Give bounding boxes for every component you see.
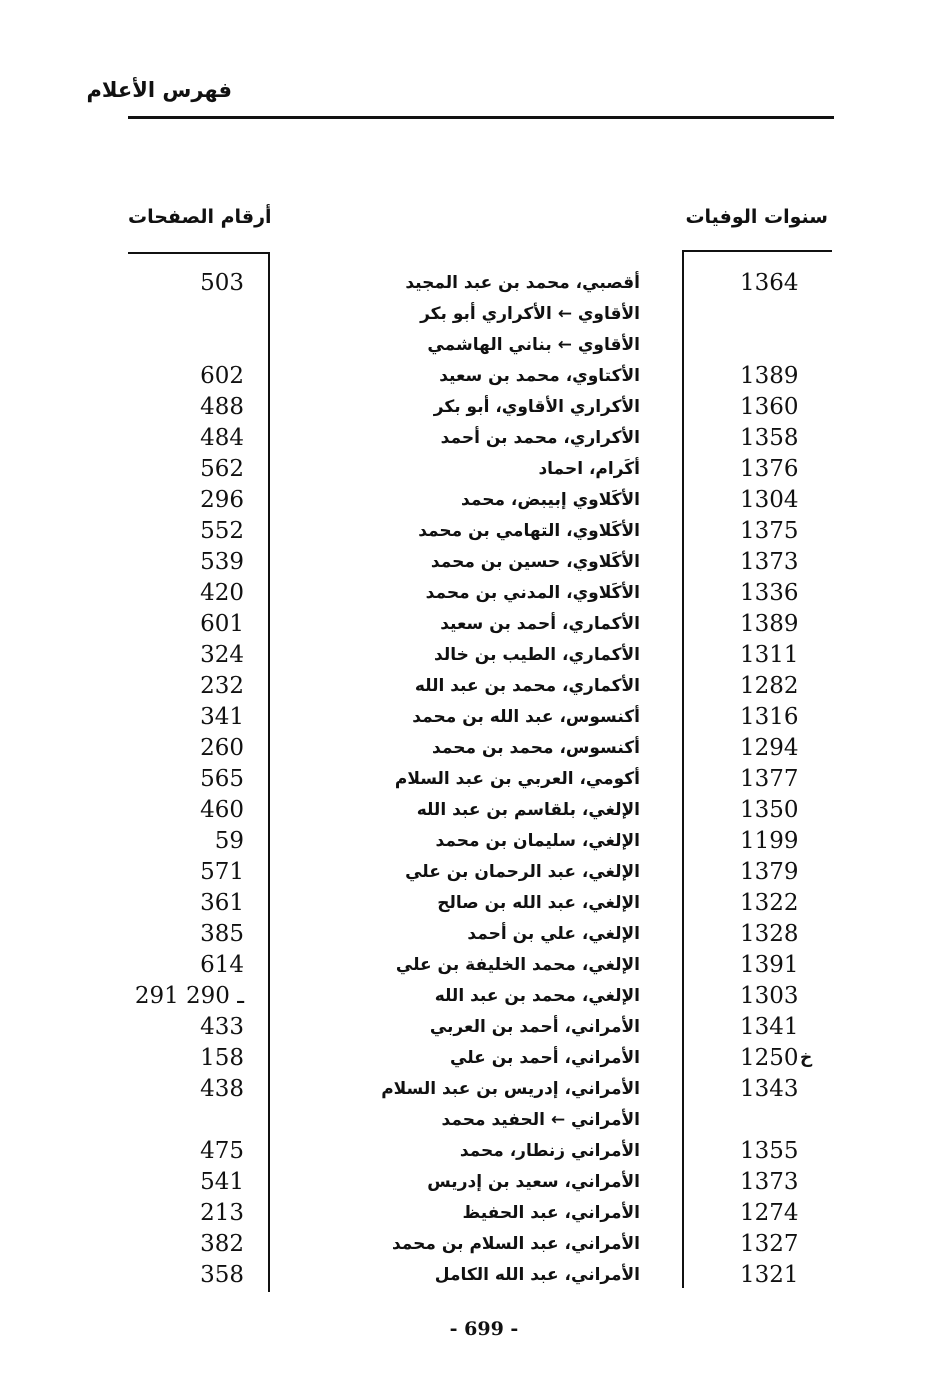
entry-pages: 460	[200, 797, 244, 823]
index-entry-row	[0, 547, 938, 578]
index-entry-row	[0, 1105, 938, 1136]
entry-pages: 488	[200, 394, 244, 420]
entry-name: الأمراني، عبد الحفيظ	[462, 1203, 640, 1223]
entry-name: الأكَلاوي، المدني بن محمد	[425, 583, 640, 603]
entry-name: الإلغي، عبد الرحمان بن علي	[405, 862, 640, 882]
index-entry-row	[0, 1012, 938, 1043]
entry-pages: 614	[200, 952, 244, 978]
entry-name: الأمراني، سعيد بن إدريس	[427, 1172, 640, 1192]
entry-year-marker: خ	[800, 1048, 813, 1068]
entry-pages: 358	[200, 1262, 244, 1288]
index-entry-row	[0, 826, 938, 857]
entry-death-year: 1311	[740, 642, 799, 668]
entry-pages: 433	[200, 1014, 244, 1040]
index-entry-row	[0, 392, 938, 423]
entry-name: الأمراني ← الحفيد محمد	[441, 1110, 640, 1130]
entry-name: الإلغي، علي بن أحمد	[467, 924, 640, 944]
index-entry-row	[0, 299, 938, 330]
index-entry-row	[0, 485, 938, 516]
entry-name: الأكراري، محمد بن أحمد	[440, 428, 640, 448]
entry-death-year: 1355	[740, 1138, 799, 1164]
entry-name: الأمراني، أحمد بن العربي	[429, 1017, 640, 1037]
entry-pages: 562	[200, 456, 244, 482]
entry-name: الأكَلاوي، حسين بن محمد	[430, 552, 640, 572]
entry-death-year: 1373	[740, 549, 799, 575]
index-entry-row	[0, 1167, 938, 1198]
entry-pages: 601	[200, 611, 244, 637]
index-entry-row	[0, 733, 938, 764]
entry-pages: 296	[200, 487, 244, 513]
page-number: - 699 -	[449, 1318, 519, 1340]
entry-name: أكومي، العربي بن عبد السلام	[394, 769, 640, 789]
index-entry-row	[0, 268, 938, 299]
index-entry-row	[0, 764, 938, 795]
entry-death-year: 1199	[740, 828, 799, 854]
entry-pages: 324	[200, 642, 244, 668]
entry-name: أكنسوس، محمد بن محمد	[432, 738, 640, 758]
index-entry-row	[0, 1074, 938, 1105]
entry-death-year: 1327	[740, 1231, 799, 1257]
entry-pages: 341	[200, 704, 244, 730]
entry-death-year: 1303	[740, 983, 799, 1009]
entry-death-year: 1364	[740, 270, 799, 296]
entry-pages: 59	[214, 828, 244, 854]
index-entry-row	[0, 950, 938, 981]
entry-death-year: 1250	[740, 1045, 799, 1071]
index-entry-row	[0, 423, 938, 454]
index-entry-row	[0, 578, 938, 609]
years-column-heading: سنوات الوفيات	[685, 206, 828, 228]
entry-name: الأمراني، إدريس بن عبد السلام	[381, 1079, 640, 1099]
entry-name: الأكَلاوي إبيبض، محمد	[461, 490, 640, 510]
entry-pages: 213	[200, 1200, 244, 1226]
entry-pages: 382	[200, 1231, 244, 1257]
entry-name: الإلغي، بلقاسم بن عبد الله	[416, 800, 640, 820]
entry-death-year: 1360	[740, 394, 799, 420]
index-entry-row	[0, 702, 938, 733]
years-column-top-rule	[682, 250, 832, 252]
entry-pages: 438	[200, 1076, 244, 1102]
entry-pages: 602	[200, 363, 244, 389]
entry-death-year: 1389	[740, 363, 799, 389]
entry-name: الإلغي، محمد بن عبد الله	[434, 986, 640, 1006]
entry-death-year: 1376	[740, 456, 799, 482]
entry-death-year: 1294	[740, 735, 799, 761]
pages-column-top-rule	[128, 252, 270, 254]
entry-pages: 571	[200, 859, 244, 885]
entry-pages: 260	[200, 735, 244, 761]
entry-pages: 475	[200, 1138, 244, 1164]
index-entry-row	[0, 1229, 938, 1260]
entry-name: الأقاوي ← الأكراري أبو بكر	[420, 304, 640, 324]
running-title: فهرس الأعلام	[86, 78, 232, 102]
index-entry-row	[0, 330, 938, 361]
entry-death-year: 1377	[740, 766, 799, 792]
entry-name: الأكراري الأقاوي، أبو بكر	[433, 397, 640, 417]
entry-name: الأمراني، عبد الله الكامل	[434, 1265, 640, 1285]
index-entry-row	[0, 888, 938, 919]
entry-pages: 565	[200, 766, 244, 792]
entry-death-year: 1350	[740, 797, 799, 823]
entry-death-year: 1343	[740, 1076, 799, 1102]
index-entry-row	[0, 609, 938, 640]
entry-pages: 420	[200, 580, 244, 606]
entry-pages: 541	[200, 1169, 244, 1195]
index-entry-row	[0, 1043, 938, 1074]
entry-name: الأكماري، أحمد بن سعيد	[440, 614, 640, 634]
entry-death-year: 1282	[740, 673, 799, 699]
entry-death-year: 1322	[740, 890, 799, 916]
index-entry-row	[0, 981, 938, 1012]
entry-name: أكنسوس، عبد الله بن محمد	[412, 707, 640, 727]
entry-death-year: 1391	[740, 952, 799, 978]
index-entry-row	[0, 1198, 938, 1229]
index-entry-row	[0, 640, 938, 671]
entry-death-year: 1358	[740, 425, 799, 451]
entry-name: الإلغي، محمد الخليفة بن علي	[395, 955, 640, 975]
entry-pages: 539	[200, 549, 244, 575]
entry-death-year: 1389	[740, 611, 799, 637]
index-entries	[0, 268, 938, 1291]
entry-pages: 552	[200, 518, 244, 544]
entry-name: أكَرام، احماد	[538, 459, 640, 479]
entry-death-year: 1316	[740, 704, 799, 730]
entry-name: الأكَلاوي، التهامي بن محمد	[418, 521, 640, 541]
entry-pages: 361	[200, 890, 244, 916]
pages-column-heading: أرقام الصفحات	[128, 206, 272, 228]
entry-name: الأكماري، محمد بن عبد الله	[414, 676, 640, 696]
entry-name: الأكماري، الطيب بن خالد	[434, 645, 640, 665]
index-entry-row	[0, 1260, 938, 1291]
entry-pages: 385	[200, 921, 244, 947]
entry-pages: 291 ـ 290	[134, 983, 244, 1009]
entry-pages: 484	[200, 425, 244, 451]
entry-death-year: 1328	[740, 921, 799, 947]
index-entry-row	[0, 857, 938, 888]
index-entry-row	[0, 1136, 938, 1167]
entry-death-year: 1341	[740, 1014, 799, 1040]
entry-name: الأمراني، أحمد بن علي	[450, 1048, 640, 1068]
entry-death-year: 1321	[740, 1262, 799, 1288]
entry-pages: 232	[200, 673, 244, 699]
header-rule	[128, 116, 834, 119]
entry-pages: 503	[200, 270, 244, 296]
entry-name: أقصبي، محمد بن عبد المجيد	[405, 273, 640, 293]
index-entry-row	[0, 671, 938, 702]
entry-pages: 158	[200, 1045, 244, 1071]
entry-name: الأقاوي ← بناني الهاشمي	[427, 335, 640, 355]
entry-death-year: 1274	[740, 1200, 799, 1226]
entry-death-year: 1304	[740, 487, 799, 513]
index-entry-row	[0, 361, 938, 392]
entry-death-year: 1373	[740, 1169, 799, 1195]
index-entry-row	[0, 795, 938, 826]
entry-death-year: 1379	[740, 859, 799, 885]
entry-name: الإلغي، سليمان بن محمد	[435, 831, 640, 851]
entry-death-year: 1375	[740, 518, 799, 544]
entry-name: الأكتاوي، محمد بن سعيد	[439, 366, 640, 386]
entry-name: الإلغي، عبد الله بن صالح	[437, 893, 640, 913]
index-entry-row	[0, 516, 938, 547]
entry-name: الأمراني زنطار، محمد	[459, 1141, 640, 1161]
index-entry-row	[0, 454, 938, 485]
entry-death-year: 1336	[740, 580, 799, 606]
entry-name: الأمراني، عبد السلام بن محمد	[391, 1234, 640, 1254]
index-entry-row	[0, 919, 938, 950]
